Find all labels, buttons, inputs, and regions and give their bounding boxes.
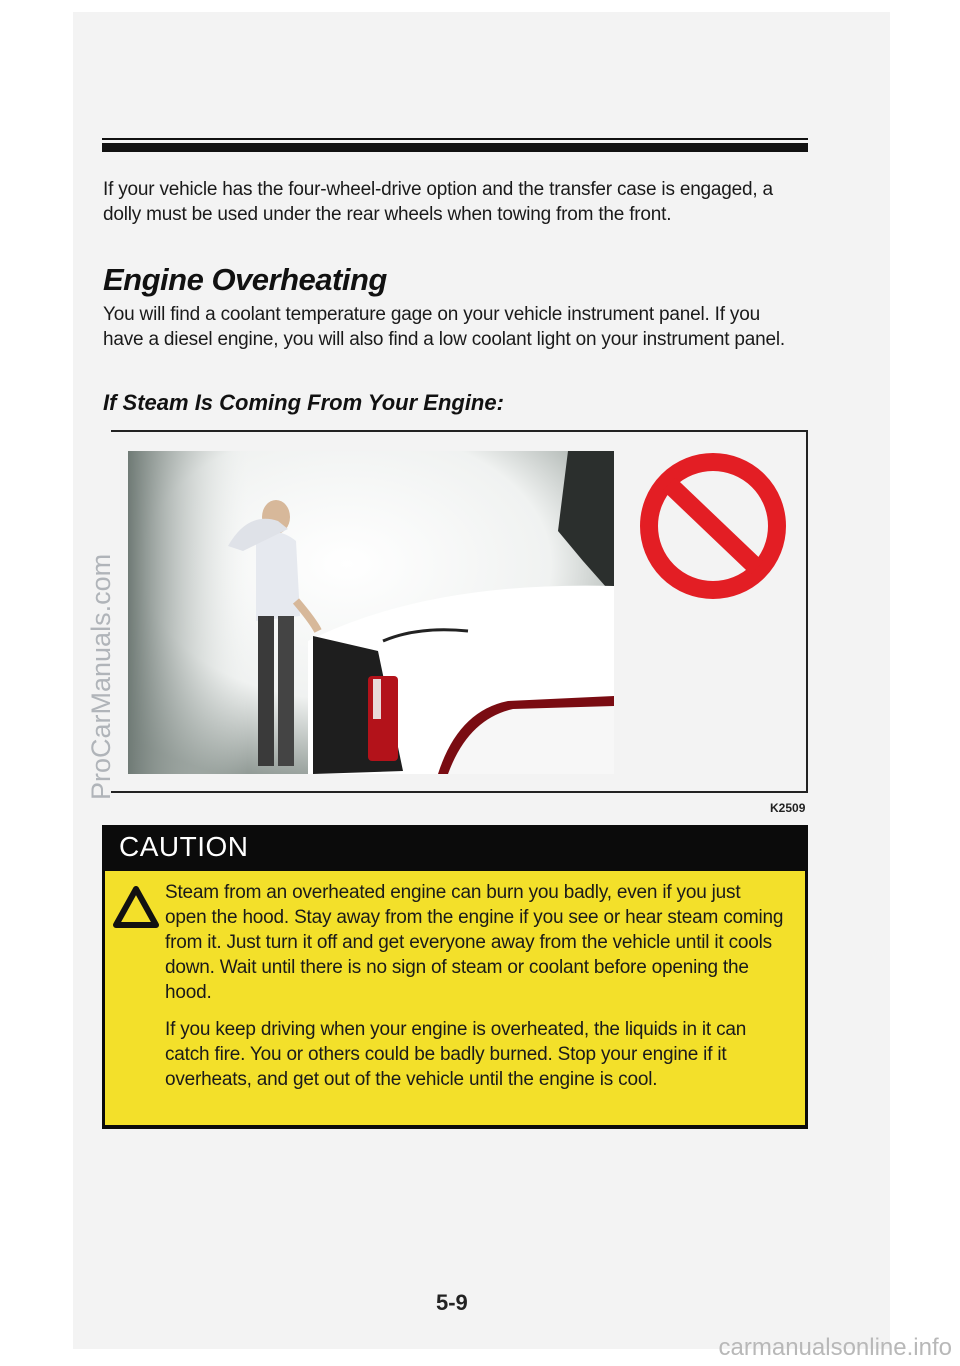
side-watermark: ProCarManuals.com [86, 553, 116, 800]
caution-title: CAUTION [119, 831, 249, 862]
header-rule-thick [102, 143, 808, 152]
intro-paragraph: If your vehicle has the four-wheel-drive option and the transfer case is engaged, a dolly must be used under the rear wheels when towing from the front. [103, 179, 773, 225]
section-title: Engine Overheating [103, 262, 387, 297]
header-rule-thin [102, 138, 808, 140]
steam-photo [128, 451, 614, 774]
subheading: If Steam Is Coming From Your Engine: [103, 390, 504, 415]
figure-code: K2509 [770, 801, 806, 815]
warning-triangle-icon [113, 886, 159, 928]
caution-paragraph-1: Steam from an overheated engine can burn you badly, even if you just open the hood. Stay away from the engine if you see or hear steam coming from it. Just turn it off and get everyone away from the vehicle until it cools down. Wait until there is no sign of steam or coolant before opening the hood. [165, 882, 784, 1003]
caution-paragraph-2: If you keep driving when your engine is overheated, the liquids in it can catch fire. You or others could be badly burned. Stop your engine if it overheats, and get out of the vehicle until the engine is cool. [165, 1019, 747, 1090]
page-number: 5-9 [436, 1290, 468, 1315]
steam-photo-illustration [128, 451, 614, 774]
section-paragraph: You will find a coolant temperature gage on your vehicle instrument panel. If you have a diesel engine, you will also find a low coolant light on your instrument panel. [103, 304, 785, 350]
footer-watermark: carmanualsonline.info [718, 1334, 952, 1361]
prohibition-icon [632, 450, 794, 602]
